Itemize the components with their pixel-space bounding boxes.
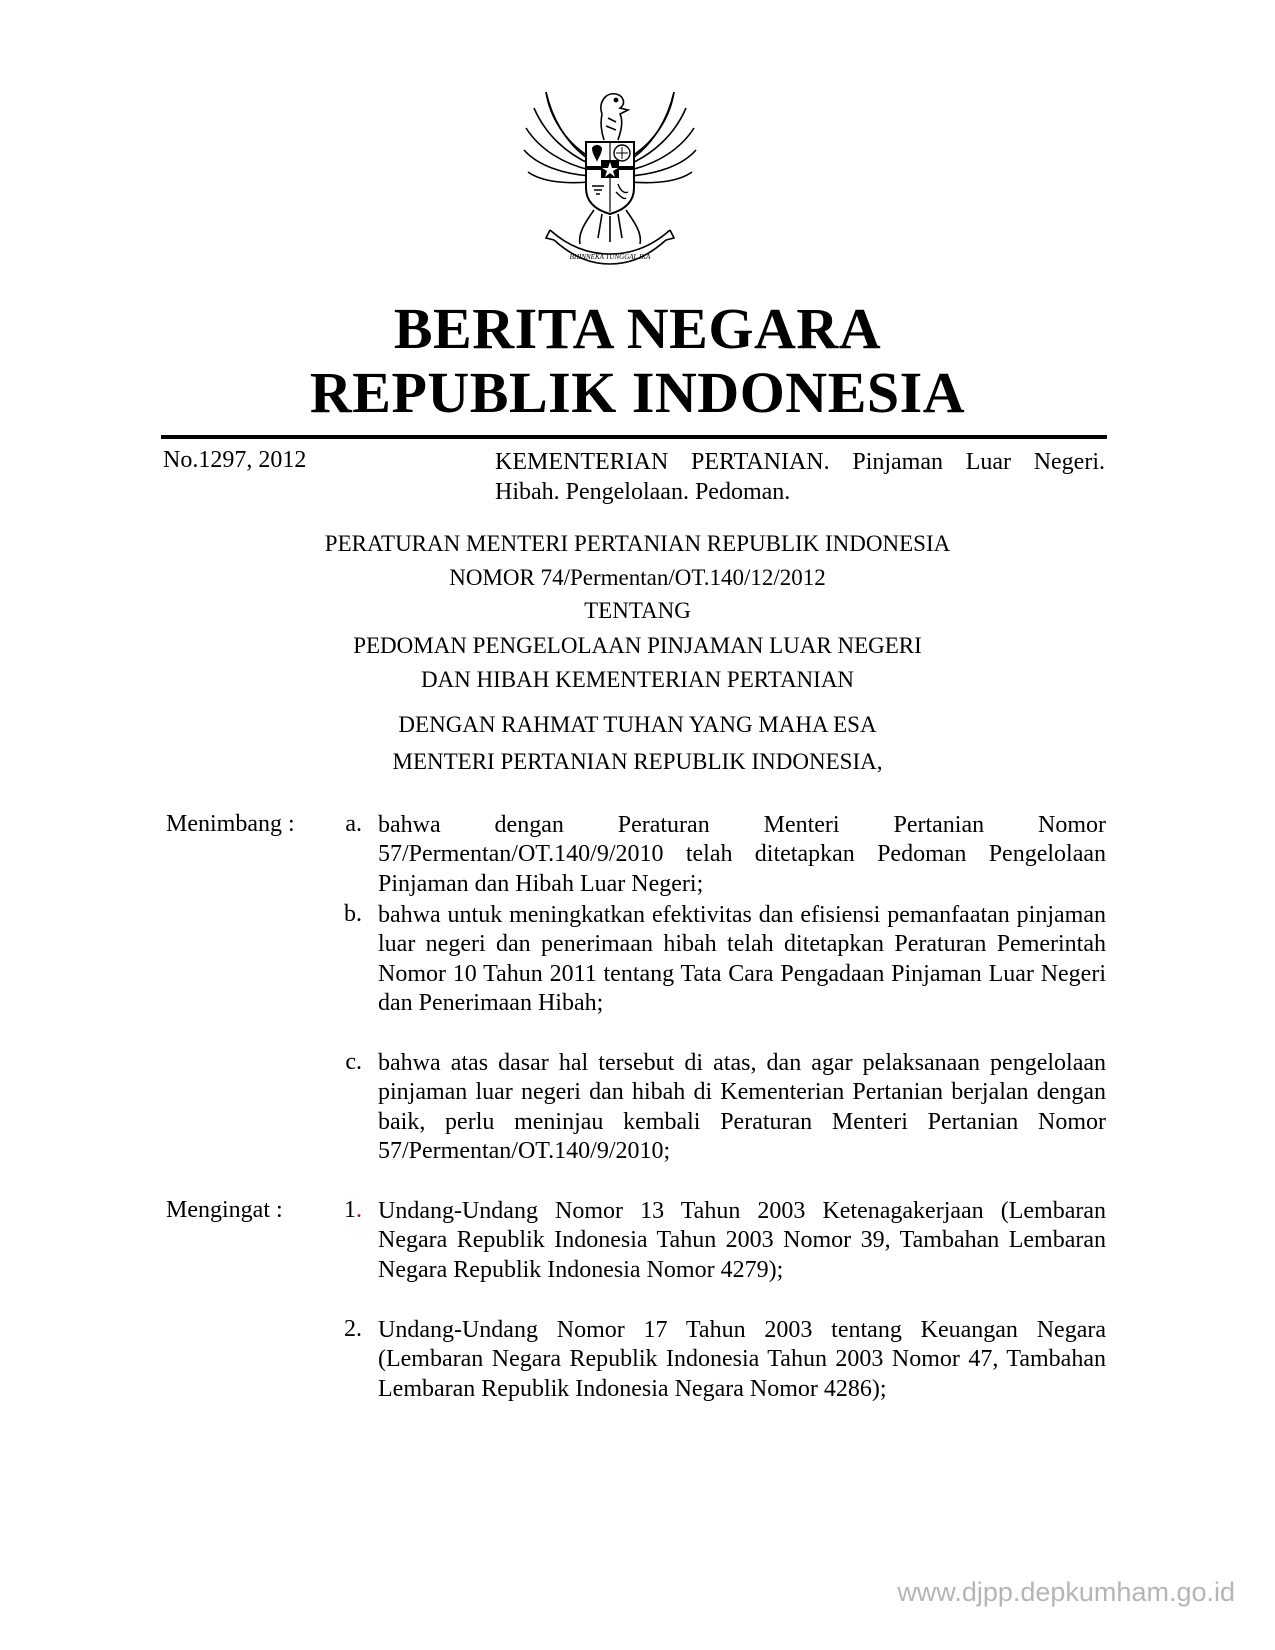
- item-marker: 2.: [344, 1316, 362, 1342]
- item-marker: a.: [345, 811, 362, 837]
- regulation-heading: PERATURAN MENTERI PERTANIAN REPUBLIK INDONESIA: [324, 531, 951, 556]
- masthead-subtitle: REPUBLIK INDONESIA: [309, 360, 966, 425]
- regulation-title-line1: PEDOMAN PENGELOLAAN PINJAMAN LUAR NEGERI: [353, 633, 922, 658]
- motto-text: BHINNEKA TUNGGAL IKA: [569, 253, 651, 261]
- item-number-dot: .: [356, 1197, 362, 1223]
- item-text: bahwa untuk meningkatkan efektivitas dan efisiensi pemanfaatan pinjaman luar negeri dan penerimaan hibah telah ditetapkan Peraturan Pemerintah Nomor 10 Tahun 2011 tentang Tata Cara Pengadaan Pinjaman Luar Negeri dan Penerimaan Hibah;: [378, 902, 1106, 1017]
- item-marker: [320, 1197, 362, 1224]
- item-text: Undang-Undang Nomor 13 Tahun 2003 Ketenagakerjaan (Lembaran Negara Republik Indonesia Tahun 2003 Nomor 39, Tambahan Lembaran Negara Republik Indonesia Nomor 4279);: [378, 1198, 1106, 1283]
- regulation-minister: MENTERI PERTANIAN REPUBLIK INDONESIA,: [392, 749, 883, 774]
- masthead-title: BERITA NEGARA: [393, 296, 882, 361]
- issue-subject: KEMENTERIAN PERTANIAN. Pinjaman Luar Negeri. Hibah. Pengelolaan. Pedoman.: [495, 449, 1105, 505]
- item-number: 1: [344, 1197, 356, 1223]
- item-text: bahwa dengan Peraturan Menteri Pertanian Nomor 57/Permentan/OT.140/9/2010 telah ditetapkan Pedoman Pengelolaan Pinjaman dan Hibah Luar Negeri;: [378, 812, 1106, 897]
- item-marker: c.: [345, 1049, 362, 1075]
- regulation-number: NOMOR 74/Permentan/OT.140/12/2012: [449, 565, 826, 590]
- item-marker: b.: [344, 901, 362, 927]
- item-text: Undang-Undang Nomor 17 Tahun 2003 tentang Keuangan Negara (Lembaran Negara Republik Indonesia Tahun 2003 Nomor 47, Tambahan Lembaran Republik Indonesia Negara Nomor 4286);: [378, 1317, 1106, 1402]
- item-text: bahwa atas dasar hal tersebut di atas, dan agar pelaksanaan pengelolaan pinjaman luar negeri dan hibah di Kementerian Pertanian berjalan dengan baik, perlu meninjau kembali Peraturan Menteri Pertanian Nomor 57/Permentan/OT.140/9/2010;: [378, 1050, 1106, 1165]
- mengingat-label: Mengingat :: [166, 1197, 283, 1223]
- regulation-about: TENTANG: [584, 598, 691, 623]
- regulation-preamble: DENGAN RAHMAT TUHAN YANG MAHA ESA: [398, 712, 877, 737]
- regulation-title-line2: DAN HIBAH KEMENTERIAN PERTANIAN: [420, 667, 855, 692]
- footer-url: www.djpp.depkumham.go.id: [897, 1577, 1235, 1607]
- menimbang-label: Menimbang :: [166, 811, 295, 837]
- masthead-rule: [161, 435, 1107, 439]
- garuda-pancasila-emblem: [520, 78, 700, 270]
- issue-number: No.1297, 2012: [163, 447, 307, 473]
